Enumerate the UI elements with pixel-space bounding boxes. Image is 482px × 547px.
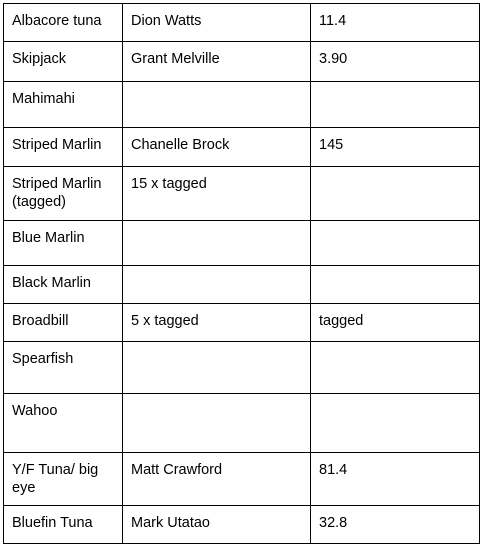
species-cell: Mahimahi — [4, 82, 123, 128]
species-cell: Spearfish — [4, 342, 123, 394]
weight-cell — [311, 82, 480, 128]
weight-cell: 145 — [311, 128, 480, 167]
weight-cell: 11.4 — [311, 4, 480, 42]
angler-cell — [123, 342, 311, 394]
table-row — [4, 82, 480, 128]
angler-cell — [123, 394, 311, 453]
weight-cell — [311, 394, 480, 453]
weight-cell: 81.4 — [311, 453, 480, 506]
weight-cell: 32.8 — [311, 506, 480, 544]
angler-cell: 15 x tagged — [123, 167, 311, 221]
angler-cell: Matt Crawford — [123, 453, 311, 506]
angler-cell: Chanelle Brock — [123, 128, 311, 167]
table-row — [4, 304, 480, 342]
table-row — [4, 221, 480, 266]
table-row — [4, 4, 480, 42]
species-cell: Striped Marlin — [4, 128, 123, 167]
weight-cell — [311, 342, 480, 394]
species-cell: Blue Marlin — [4, 221, 123, 266]
weight-cell — [311, 221, 480, 266]
table-row — [4, 453, 480, 506]
species-cell: Y/F Tuna/ big eye — [4, 453, 123, 506]
species-cell: Striped Marlin (tagged) — [4, 167, 123, 221]
species-cell: Bluefin Tuna — [4, 506, 123, 544]
table-row — [4, 128, 480, 167]
angler-cell: Mark Utatao — [123, 506, 311, 544]
angler-cell: Dion Watts — [123, 4, 311, 42]
table-row — [4, 42, 480, 82]
weight-cell — [311, 167, 480, 221]
angler-cell — [123, 266, 311, 304]
table-row — [4, 342, 480, 394]
weight-cell: 3.90 — [311, 42, 480, 82]
table-row — [4, 266, 480, 304]
table-row — [4, 506, 480, 544]
species-cell: Broadbill — [4, 304, 123, 342]
species-cell: Wahoo — [4, 394, 123, 453]
angler-cell — [123, 82, 311, 128]
weight-cell — [311, 266, 480, 304]
table-row — [4, 394, 480, 453]
species-cell: Albacore tuna — [4, 4, 123, 42]
angler-cell — [123, 221, 311, 266]
angler-cell: 5 x tagged — [123, 304, 311, 342]
weight-cell: tagged — [311, 304, 480, 342]
species-cell: Skipjack — [4, 42, 123, 82]
catch-table — [3, 3, 480, 544]
table-row — [4, 167, 480, 221]
species-cell: Black Marlin — [4, 266, 123, 304]
angler-cell: Grant Melville — [123, 42, 311, 82]
